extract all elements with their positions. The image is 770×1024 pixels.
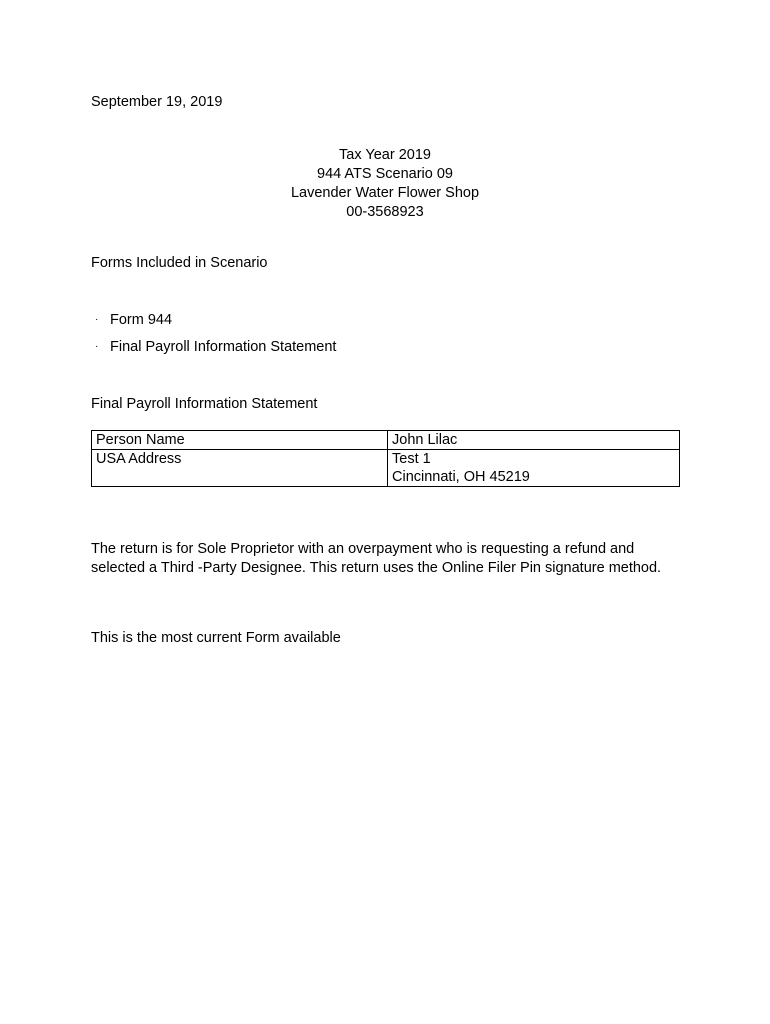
scenario-header bbox=[0, 146, 770, 222]
table-cell-label: USA Address bbox=[92, 450, 388, 487]
address-line-1: Test 1 bbox=[392, 451, 431, 467]
address-line-2: Cincinnati, OH 45219 bbox=[392, 469, 530, 485]
list-item-label: Final Payroll Information Statement bbox=[110, 339, 337, 355]
bullet-icon: · bbox=[95, 341, 99, 352]
forms-list bbox=[91, 311, 336, 365]
letter-date: September 19, 2019 bbox=[91, 94, 223, 110]
person-name-value: John Lilac bbox=[392, 432, 458, 448]
forms-included-heading: Forms Included in Scenario bbox=[91, 255, 268, 271]
scenario-summary: The return is for Sole Proprietor with an overpayment who is requesting a refund and selected a Third -Party Designee. This return uses the Online Filer Pin signature method. bbox=[91, 541, 662, 576]
table-cell-value bbox=[388, 431, 680, 450]
ein-line: 00-3568923 bbox=[346, 204, 424, 220]
table-row bbox=[92, 450, 680, 487]
tax-year-line: Tax Year 2019 bbox=[339, 147, 431, 163]
table-row bbox=[92, 431, 680, 450]
current-form-note: This is the most current Form available bbox=[91, 630, 341, 646]
statement-heading: Final Payroll Information Statement bbox=[91, 396, 318, 412]
table-cell-label: Person Name bbox=[92, 431, 388, 450]
business-name-line: Lavender Water Flower Shop bbox=[290, 185, 480, 201]
list-item bbox=[91, 311, 336, 338]
scenario-line: 944 ATS Scenario 09 bbox=[317, 166, 453, 182]
table-cell-value bbox=[388, 450, 680, 487]
list-item bbox=[91, 338, 336, 365]
list-item-label: Form 944 bbox=[110, 312, 173, 328]
statement-table bbox=[91, 430, 680, 487]
bullet-icon: · bbox=[95, 314, 99, 325]
